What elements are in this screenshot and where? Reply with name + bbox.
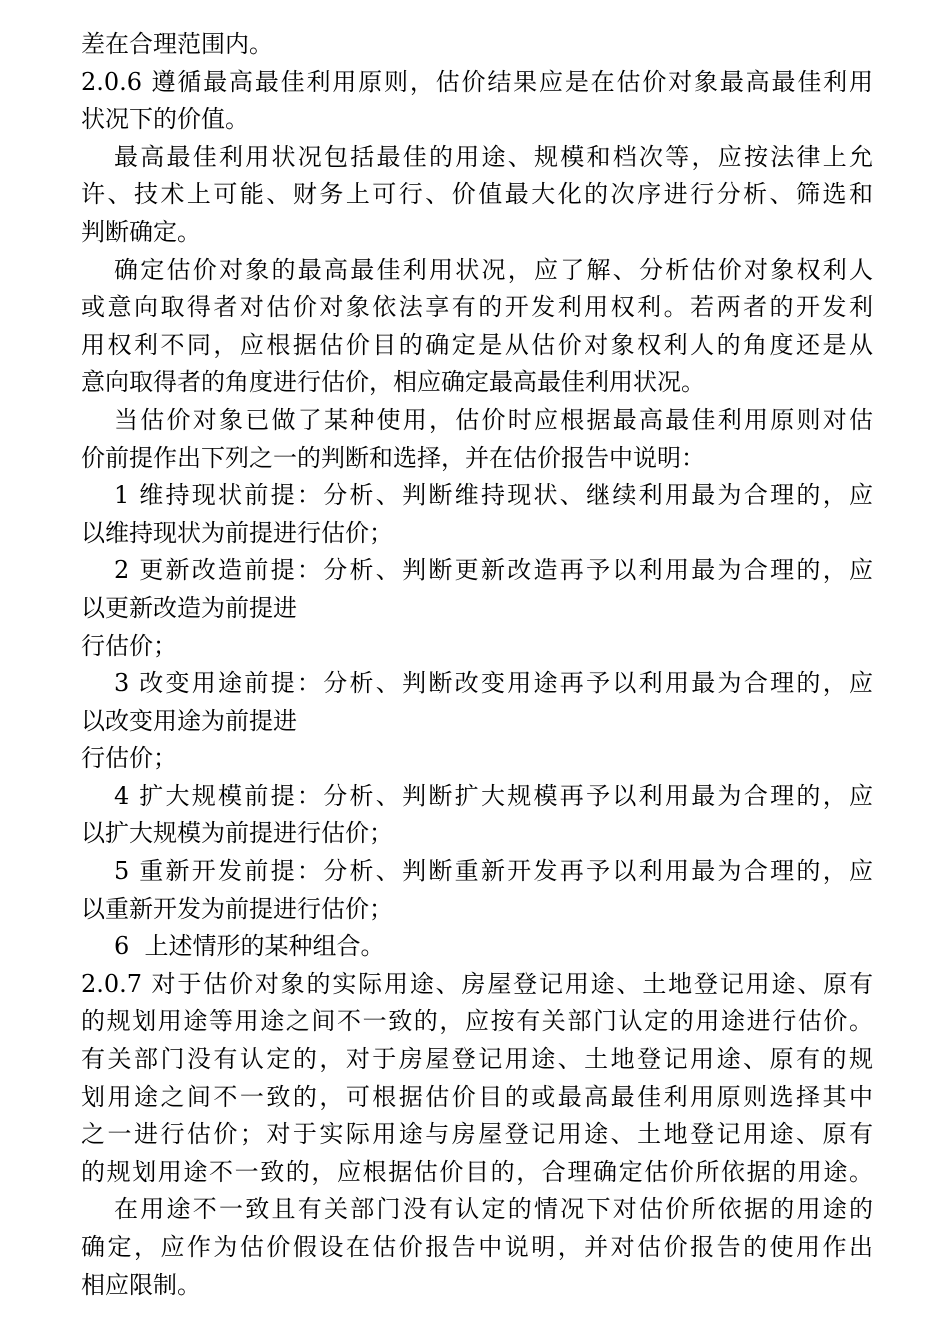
text-line: 最高最佳利用状况包括最佳的用途、规模和档次等，应按法律上允 <box>114 142 873 171</box>
text-line: 价前提作出下列之一的判断和选择，并在估价报告中说明： <box>81 443 705 472</box>
text-line: 2 更新改造前提：分析、判断更新改造再予以利用最为合理的，应 <box>114 556 873 585</box>
text-line: 以更新改造为前提进 <box>81 593 297 622</box>
text-line: 6 上述情形的某种组合。 <box>114 932 385 961</box>
text-line: 状况下的价值。 <box>81 105 249 134</box>
text-line: 当估价对象已做了某种使用，估价时应根据最高最佳利用原则对估 <box>114 405 873 434</box>
text-line: 用权利不同，应根据估价目的确定是从估价对象权利人的角度还是从 <box>81 330 873 359</box>
text-line: 行估价； <box>81 744 177 773</box>
text-line: 5 重新开发前提：分析、判断重新开发再予以利用最为合理的，应 <box>114 857 873 886</box>
text-line: 4 扩大规模前提：分析、判断扩大规模再予以利用最为合理的，应 <box>114 781 873 810</box>
text-line: 相应限制。 <box>81 1270 201 1299</box>
text-line: 划用途之间不一致的，可根据估价目的或最高最佳利用原则选择其中 <box>81 1082 873 1111</box>
text-line: 2.0.7 对于估价对象的实际用途、房屋登记用途、土地登记用途、原有 <box>81 969 873 998</box>
text-line: 行估价； <box>81 631 177 660</box>
text-line: 1 维持现状前提：分析、判断维持现状、继续利用最为合理的，应 <box>114 481 873 510</box>
text-line: 有关部门没有认定的，对于房屋登记用途、土地登记用途、原有的规 <box>81 1045 873 1074</box>
text-line: 或意向取得者对估价对象依法享有的开发利用权利。若两者的开发利 <box>81 293 873 322</box>
text-line: 以扩大规模为前提进行估价； <box>81 819 393 848</box>
text-line: 以改变用途为前提进 <box>81 706 297 735</box>
text-line: 判断确定。 <box>81 217 201 246</box>
text-line: 以维持现状为前提进行估价； <box>81 518 393 547</box>
text-line: 差在合理范围内。 <box>81 30 273 58</box>
text-line: 的规划用途不一致的，应根据估价目的，合理确定估价所依据的用途。 <box>81 1157 873 1186</box>
text-line: 在用途不一致且有关部门没有认定的情况下对估价所依据的用途的 <box>114 1195 873 1224</box>
text-line: 2.0.6 遵循最高最佳利用原则，估价结果应是在估价对象最高最佳利用 <box>81 67 873 96</box>
text-line: 许、技术上可能、财务上可行、价值最大化的次序进行分析、筛选和 <box>81 180 873 209</box>
text-line: 意向取得者的角度进行估价，相应确定最高最佳利用状况。 <box>81 368 705 397</box>
text-line: 确定，应作为估价假设在估价报告中说明，并对估价报告的使用作出 <box>81 1233 873 1261</box>
text-line: 确定估价对象的最高最佳利用状况，应了解、分析估价对象权利人 <box>114 255 873 284</box>
text-line: 的规划用途等用途之间不一致的，应按有关部门认定的用途进行估价。 <box>81 1007 873 1036</box>
document-page <box>81 26 873 1304</box>
text-line: 3 改变用途前提：分析、判断改变用途再予以利用最为合理的，应 <box>114 669 873 698</box>
text-line: 之一进行估价；对于实际用途与房屋登记用途、土地登记用途、原有 <box>81 1120 873 1149</box>
text-line: 以重新开发为前提进行估价； <box>81 894 393 923</box>
